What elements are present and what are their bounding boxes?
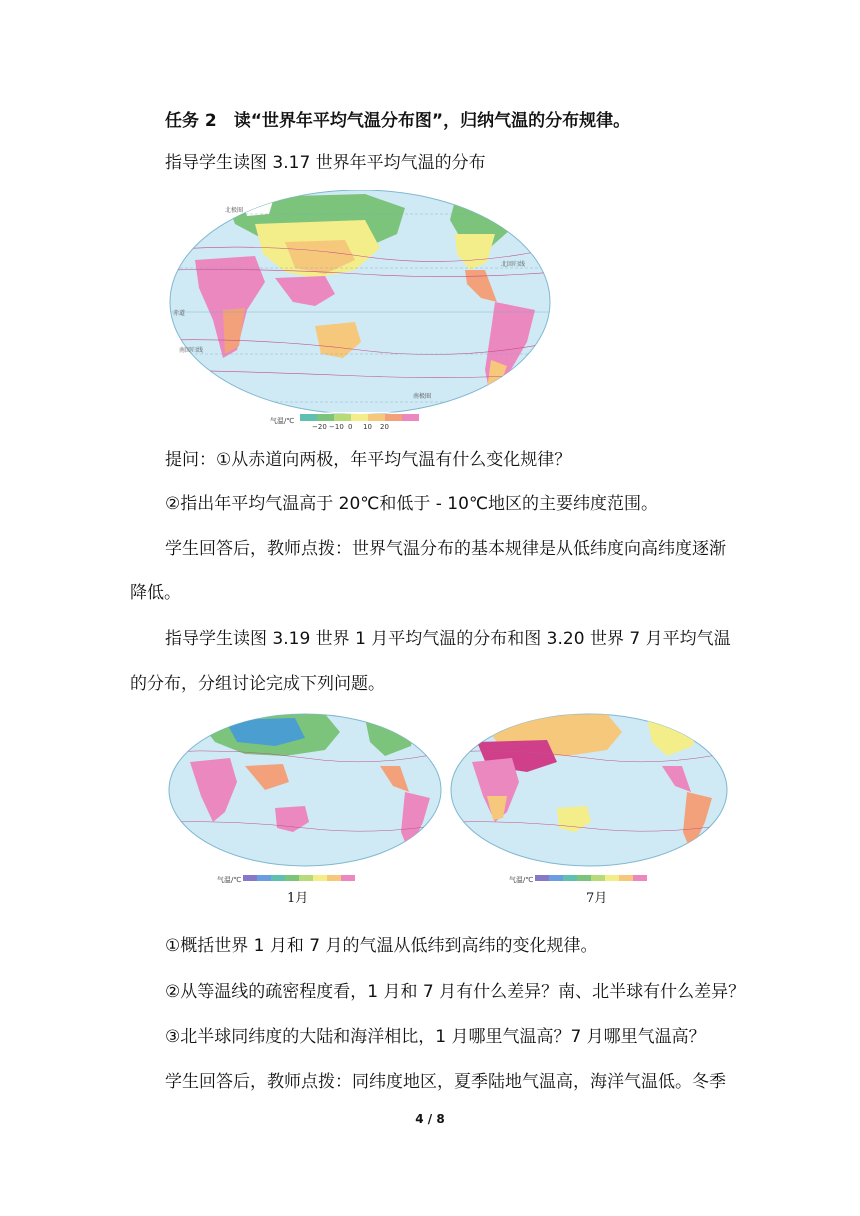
legend-tick: −20	[312, 423, 327, 430]
arctic-circle-label: 北极圈	[225, 207, 244, 214]
intro2-line-2: 的分布，分组讨论完成下列问题。	[130, 674, 385, 694]
january-legend	[217, 875, 355, 884]
july-caption: 7月	[586, 891, 608, 906]
intro2-line-1: 指导学生读图 3.19 世界 1 月平均气温的分布和图 3.20 世界 7 月平均气温	[165, 629, 731, 649]
world-annual-temperature-map	[165, 190, 555, 430]
discussion-question-3: ③北半球同纬度的大陆和海洋相比，1 月哪里气温高？7 月哪里气温高？	[165, 1027, 706, 1047]
intro-text: 指导学生读图 3.17 世界年平均气温的分布	[165, 153, 486, 173]
antarctic-circle-label: 南极圈	[413, 393, 432, 400]
world-july-temperature-map	[447, 712, 732, 892]
legend-tick: 0	[348, 423, 353, 430]
answer-line-2: 降低。	[130, 583, 181, 603]
tropic-of-cancer-label: 北回归线	[501, 261, 526, 268]
july-legend	[509, 875, 647, 884]
tropic-of-capricorn-label: 南回归线	[179, 347, 204, 354]
january-caption: 1月	[287, 891, 309, 906]
world-january-temperature-map	[165, 712, 445, 892]
discussion-question-1: ①概括世界 1 月和 7 月的气温从低纬到高纬的变化规律。	[165, 936, 598, 956]
legend-title: 气温/℃	[270, 417, 295, 425]
legend-title: 气温/℃	[509, 876, 534, 884]
legend-tick: 10	[363, 423, 372, 430]
legend-tick: 20	[380, 423, 389, 430]
answer-line-1: 学生回答后，教师点拨：世界气温分布的基本规律是从低纬度向高纬度逐渐	[165, 539, 726, 559]
discussion-question-2: ②从等温线的疏密程度看，1 月和 7 月有什么差异？南、北半球有什么差异？	[165, 982, 746, 1002]
legend-title: 气温/℃	[217, 876, 242, 884]
equator-label: 赤道	[173, 310, 186, 317]
legend-tick: −10	[329, 423, 344, 430]
page-number: 4 / 8	[415, 1112, 445, 1126]
task-heading: 任务 2 读“世界年平均气温分布图”，归纳气温的分布规律。	[165, 111, 631, 131]
answer-2: 学生回答后，教师点拨：同纬度地区，夏季陆地气温高，海洋气温低。冬季	[165, 1072, 726, 1092]
question-intro: 提问：①从赤道向两极，年平均气温有什么变化规律？	[165, 450, 572, 470]
question-2: ②指出年平均气温高于 20℃和低于 - 10℃地区的主要纬度范围。	[165, 494, 659, 514]
annual-temperature-legend	[270, 414, 419, 430]
